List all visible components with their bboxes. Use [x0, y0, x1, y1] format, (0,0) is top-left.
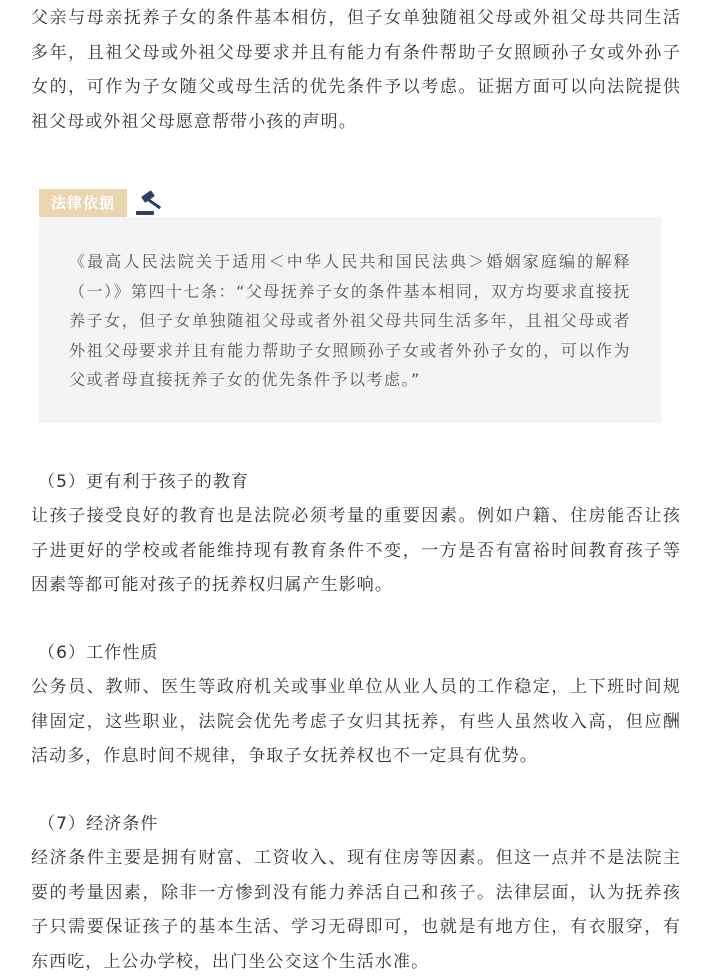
law-quote-box [39, 217, 661, 423]
section-heading: （5）更有利于孩子的教育 [31, 465, 681, 500]
law-quote-text: 《最高人民法院关于适用＜中华人民共和国民法典＞婚姻家庭编的解释（一）》第四十七条：“父母抚养子女的条件基本相同，双方均要求直接抚养子女，但子女单独随祖父母或者外祖父母共同生活多年，且祖父母或者外祖父母要求并且有能力帮助子女照顾孙子女或者外孙子女的，可以作为父或者母直接抚养子女的优先条件予以考虑。” [69, 247, 631, 395]
gavel-icon [133, 189, 167, 217]
law-basis-badge: 法律依据 [39, 189, 127, 217]
section-heading: （6）工作性质 [31, 636, 681, 671]
section-economic [31, 807, 681, 979]
section-body: 经济条件主要是拥有财富、工资收入、现有住房等因素。但这一点并不是法院主要的考量因素，除非一方惨到没有能力养活自己和孩子。法律层面，认为抚养孩子只需要保证孩子的基本生活、学习无碍即可，也就是有地方住，有衣服穿，有东西吃，上公办学校，出门坐公交这个生活水准。 [31, 841, 681, 979]
section-body: 公务员、教师、医生等政府机关或事业单位从业人员的工作稳定，上下班时间规律固定，这些职业，法院会优先考虑子女归其抚养，有些人虽然收入高，但应酬活动多，作息时间不规律，争取子女抚养权也不一定具有优势。 [31, 670, 681, 774]
section-heading: （7）经济条件 [31, 807, 681, 842]
section-education [31, 465, 681, 603]
section-work-nature [31, 636, 681, 774]
intro-paragraph: 父亲与母亲抚养子女的条件基本相仿，但子女单独随祖父母或外祖父母共同生活多年，且祖父母或外祖父母要求并且有能力有条件帮助子女照顾孙子女或外孙子女的，可作为子女随父或母生活的优先条件予以考虑。证据方面可以向法院提供祖父母或外祖父母愿意帮带小孩的声明。 [31, 1, 681, 139]
section-body: 让孩子接受良好的教育也是法院必须考量的重要因素。例如户籍、住房能否让孩子进更好的学校或者能维持现有教育条件不变，一方是否有富裕时间教育孩子等因素等都可能对孩子的抚养权归属产生影响。 [31, 499, 681, 603]
article-body [31, 0, 681, 979]
law-basis-header [31, 189, 681, 217]
